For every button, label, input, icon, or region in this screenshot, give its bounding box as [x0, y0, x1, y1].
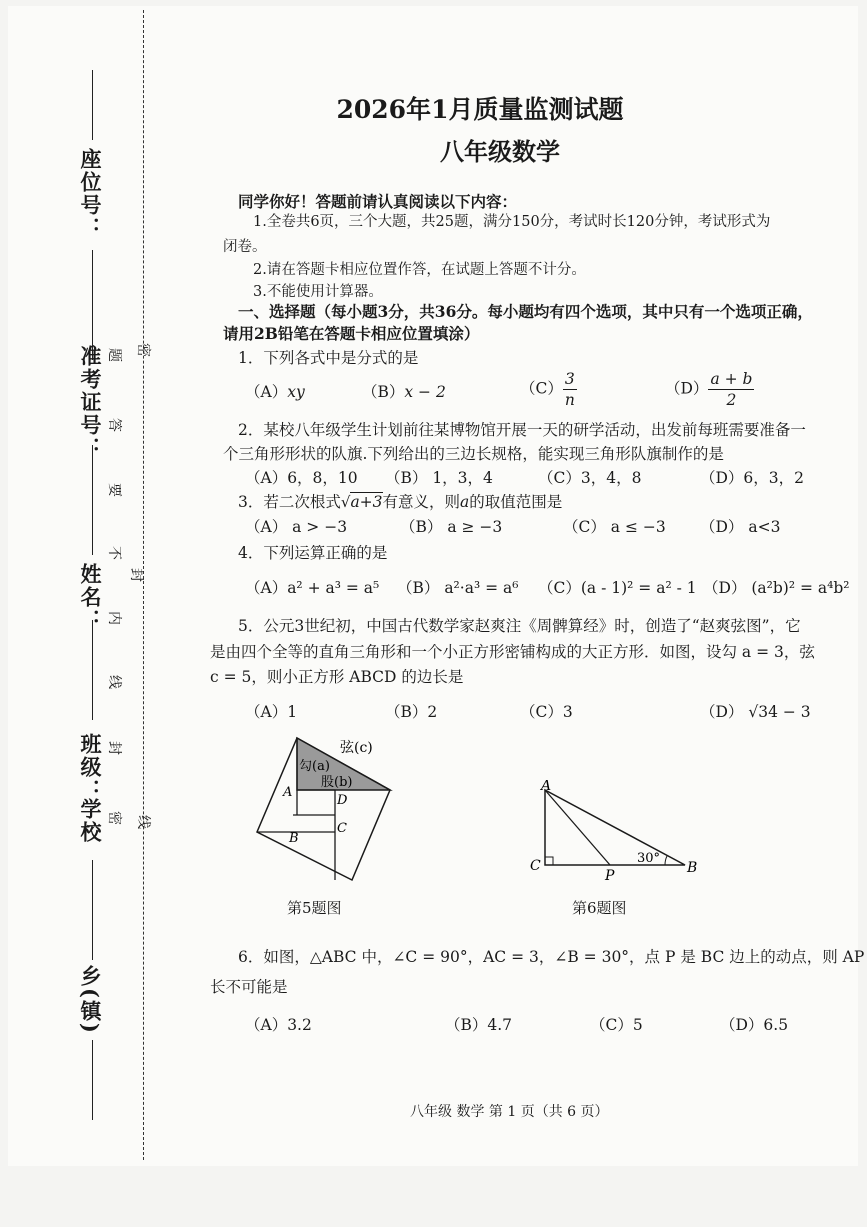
seal-char: 封 — [106, 741, 122, 755]
fraction: $\frac{a + b}{2}$ — [710, 370, 753, 409]
exam-id-underline — [92, 250, 93, 360]
seal-char: 内 — [106, 611, 122, 625]
q6-option-a: （A）3.2 — [245, 1016, 312, 1034]
point-p-label: P — [605, 868, 615, 884]
q4-option-a: （A）a² + a³ = a⁵ — [245, 579, 380, 597]
school-underline — [92, 860, 93, 960]
q4-option-b: （B） a²·a³ = a⁶ — [397, 579, 519, 597]
q2-option-a: （A）6，8，10 — [245, 469, 358, 487]
q2-option-d: （D）6，3，2 — [700, 469, 805, 487]
point-d-label: D — [337, 793, 348, 808]
q1-option-b: （B）x − 2 — [362, 383, 446, 401]
exam-subtitle: 八年级数学 — [440, 137, 560, 166]
q5-stem-cont2: c = 5，则小正方形 ABCD 的边长是 — [210, 668, 464, 686]
q6-stem-cont: 长不可能是 — [210, 978, 288, 996]
q2-stem-cont: 个三角形形状的队旗.下列给出的三边长规格，能实现三角形队旗制作的是 — [223, 445, 724, 463]
figure-6-caption: 第6题图 — [572, 899, 627, 917]
q1-option-c: （C） $\frac{3}{n}$ — [520, 370, 575, 409]
q3-option-a: （A） a > −3 — [245, 518, 348, 536]
notice-item-3: 3.不能使用计算器。 — [253, 284, 383, 300]
q5-stem-cont: 是由四个全等的直角三角形和一个小正方形密铺构成的大正方形．如图，设勾 a = 3，弦 — [210, 643, 815, 661]
seal-char: 线 — [106, 675, 122, 689]
angle-label: 30° — [637, 851, 661, 866]
exam-id-label: 准考证号： — [78, 345, 103, 460]
township-underline — [92, 1040, 93, 1120]
seal-char: 线 — [135, 815, 151, 829]
point-b-label: B — [289, 831, 299, 846]
q1-stem: 1．下列各式中是分式的是 — [238, 349, 419, 367]
section-heading: 一、选择题（每小题3分，共36分。每小题均有四个选项，其中只有一个选项正确， — [238, 302, 813, 321]
point-c-label: C — [530, 858, 541, 874]
page-footer: 八年级 数学 第 1 页（共 6 页） — [410, 1104, 609, 1120]
notice-item-1: 1.全卷共6页，三个大题，共25题，满分150分，考试时长120分钟，考试形式为 — [253, 214, 771, 230]
q5-option-a: （A）1 — [245, 703, 298, 721]
exam-title: 2026年1月质量监测试题 — [336, 95, 624, 124]
q4-option-d: （D） (a²b)² = a⁴b² — [703, 579, 850, 597]
q3-option-d: （D） a<3 — [700, 518, 781, 536]
q4-option-c: （C）(a - 1)² = a² - 1 — [538, 579, 697, 597]
seal-char: 答 — [106, 418, 122, 432]
figure-5-zhao-shuang-diagram — [225, 730, 425, 890]
seal-char: 不 — [106, 546, 122, 560]
q1-option-a: （A）xy — [245, 383, 305, 401]
seal-char: 题 — [106, 348, 122, 362]
binding-dashed-line — [143, 10, 144, 1160]
angle-arc — [665, 856, 667, 865]
triangle-abc — [545, 790, 685, 865]
notice-heading: 同学你好！答题前请认真阅读以下内容： — [238, 192, 518, 211]
seal-char: 要 — [106, 483, 122, 497]
section-heading-cont: 请用2B铅笔在答题卡相应位置填涂） — [223, 324, 480, 343]
label-gou: 勾(a) — [299, 759, 330, 774]
point-c-label: C — [337, 821, 347, 836]
q5-option-c: （C）3 — [520, 703, 573, 721]
township-label: 乡(镇) — [78, 965, 103, 1035]
q1-option-d: （D） $\frac{a + b}{2}$ — [665, 370, 753, 409]
seal-char: 密 — [135, 343, 151, 357]
point-b-label: B — [687, 860, 698, 876]
q6-option-b: （B）4.7 — [445, 1016, 513, 1034]
q6-stem: 6．如图，△ABC 中，∠C = 90°，AC = 3，∠B = 30°，点 P 是 BC 边上的动点，则 AP — [238, 948, 865, 966]
class-label: 班级： — [78, 733, 103, 802]
name-underline — [92, 445, 93, 555]
seat-underline — [92, 70, 93, 140]
seal-char: 封 — [128, 568, 144, 582]
seat-label: 座位号： — [78, 148, 103, 240]
label-gu: 股(b) — [321, 775, 353, 790]
q6-option-c: （C）5 — [590, 1016, 643, 1034]
q6-option-d: （D）6.5 — [720, 1016, 789, 1034]
q3-option-b: （B） a ≥ −3 — [400, 518, 503, 536]
q4-stem: 4．下列运算正确的是 — [238, 544, 388, 562]
name-label: 姓名： — [78, 563, 103, 632]
q3-option-c: （C） a ≤ −3 — [563, 518, 666, 536]
q5-stem: 5．公元3世纪初，中国古代数学家赵爽注《周髀算经》时，创造了“赵爽弦图”，它 — [238, 617, 801, 635]
figure-6-triangle — [525, 780, 705, 885]
seal-char: 密 — [106, 811, 122, 825]
class-underline — [92, 620, 93, 720]
q5-option-d: （D） √34 − 3 — [700, 703, 811, 721]
q3-stem: 3．若二次根式√a+3有意义，则a的取值范围是 — [238, 493, 563, 511]
figure-5-caption: 第5题图 — [287, 899, 342, 917]
q2-option-b: （B） 1，3，4 — [385, 469, 493, 487]
label-xian: 弦(c) — [340, 740, 373, 756]
point-a-label: A — [541, 780, 552, 794]
q2-option-c: （C）3，4，8 — [538, 469, 642, 487]
q2-stem: 2．某校八年级学生计划前往某博物馆开展一天的研学活动，出发前每班需要准备一 — [238, 421, 806, 439]
fraction: $\frac{3}{n}$ — [564, 370, 575, 409]
segment-ap — [545, 790, 610, 865]
notice-item-2: 2.请在答题卡相应位置作答，在试题上答题不计分。 — [253, 262, 586, 278]
right-angle-mark — [545, 857, 553, 865]
q5-option-b: （B）2 — [385, 703, 438, 721]
point-a-label: A — [283, 785, 293, 800]
notice-item-1-cont: 闭卷。 — [223, 239, 267, 255]
school-label: 学校 — [78, 798, 103, 844]
